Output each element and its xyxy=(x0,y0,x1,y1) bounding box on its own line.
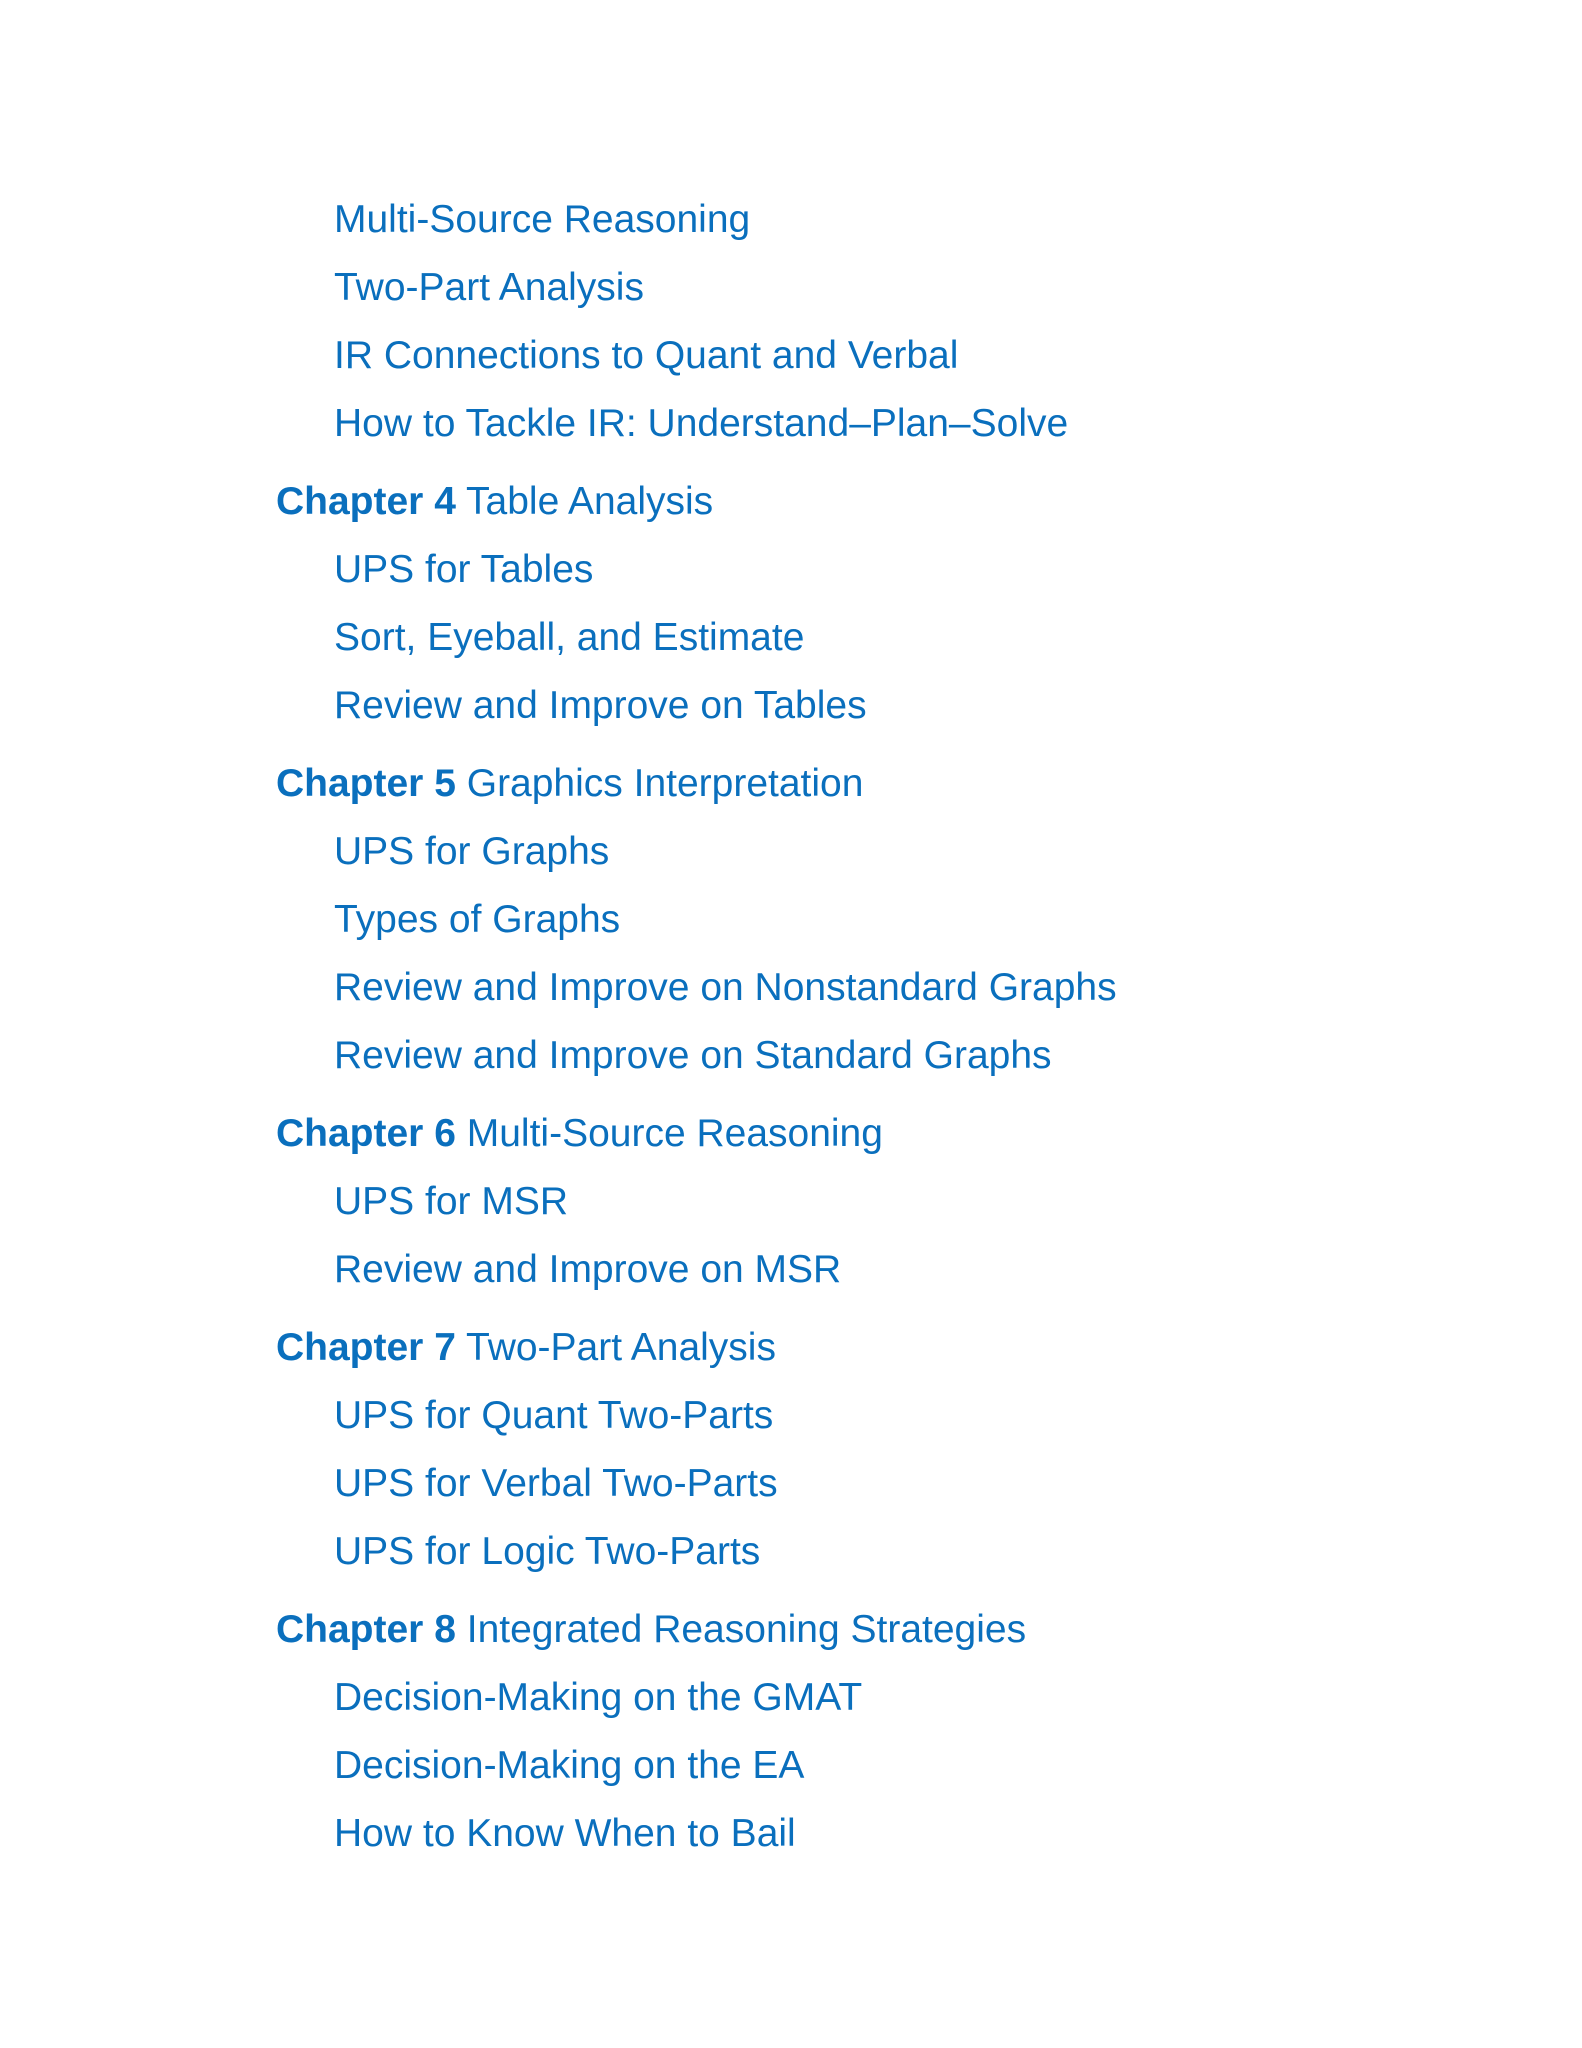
chapter-title: Two-Part Analysis xyxy=(466,1326,776,1369)
toc-section-link[interactable]: Review and Improve on MSR xyxy=(334,1248,842,1291)
toc-section-link[interactable]: UPS for Logic Two-Parts xyxy=(334,1530,761,1573)
toc-section-link[interactable]: Sort, Eyeball, and Estimate xyxy=(334,616,805,659)
toc-section-link[interactable]: Review and Improve on Tables xyxy=(334,684,867,727)
chapter-title: Graphics Interpretation xyxy=(466,762,864,805)
toc-chapter-link[interactable] xyxy=(276,468,1476,536)
chapter-number: Chapter 8 xyxy=(276,1608,456,1651)
chapter-title: Table Analysis xyxy=(466,480,714,523)
chapter-number: Chapter 5 xyxy=(276,762,456,805)
toc-section-link[interactable]: UPS for Quant Two-Parts xyxy=(334,1394,774,1437)
toc-chapter-link[interactable] xyxy=(276,1596,1476,1664)
chapter-number: Chapter 7 xyxy=(276,1326,456,1369)
toc-section-link[interactable]: UPS for Graphs xyxy=(334,830,610,873)
chapter-title: Integrated Reasoning Strategies xyxy=(466,1608,1027,1651)
toc-section-link[interactable]: IR Connections to Quant and Verbal xyxy=(334,334,959,377)
toc-section-link[interactable]: How to Know When to Bail xyxy=(334,1812,796,1855)
toc-chapter-link[interactable] xyxy=(276,750,1476,818)
toc-section-link[interactable]: How to Tackle IR: Understand–Plan–Solve xyxy=(334,402,1069,445)
toc-section-link[interactable]: Multi-Source Reasoning xyxy=(334,198,751,241)
chapter-number: Chapter 6 xyxy=(276,1112,456,1155)
toc-section-link[interactable]: Review and Improve on Standard Graphs xyxy=(334,1034,1052,1077)
chapter-number: Chapter 4 xyxy=(276,480,456,523)
chapter-title: Multi-Source Reasoning xyxy=(466,1112,883,1155)
toc-section-link[interactable]: Decision-Making on the EA xyxy=(334,1744,805,1787)
toc-section-link[interactable]: Review and Improve on Nonstandard Graphs xyxy=(334,966,1117,1009)
toc-section-link[interactable]: UPS for MSR xyxy=(334,1180,569,1223)
table-of-contents xyxy=(276,186,1476,1868)
toc-section-link[interactable]: UPS for Tables xyxy=(334,548,594,591)
toc-section-link[interactable]: Decision-Making on the GMAT xyxy=(334,1676,863,1719)
toc-chapter-link[interactable] xyxy=(276,1100,1476,1168)
toc-section-link[interactable]: Two-Part Analysis xyxy=(334,266,644,309)
toc-section-link[interactable]: Types of Graphs xyxy=(334,898,621,941)
toc-section-link[interactable]: UPS for Verbal Two-Parts xyxy=(334,1462,778,1505)
toc-chapter-link[interactable] xyxy=(276,1314,1476,1382)
